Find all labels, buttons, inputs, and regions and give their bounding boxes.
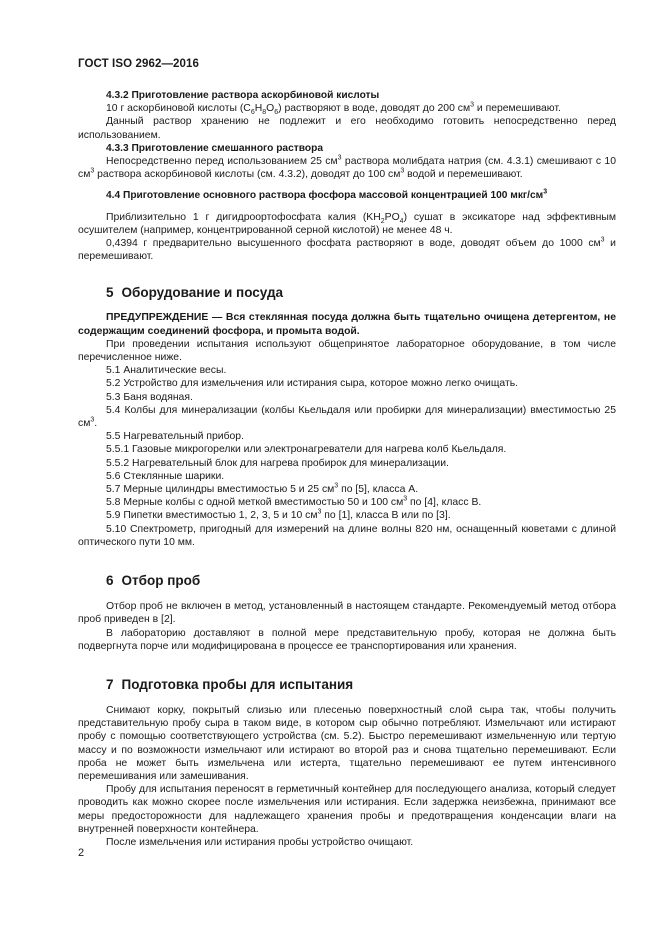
equipment-item-5-10: 5.10 Спектрометр, пригодный для измерений на длине волны 820 нм, оснащенный кюветами с длиной оптического пути 10 мм. — [78, 523, 616, 548]
equipment-item-5-4: 5.4 Колбы для минерализации (колбы Кьельдаля или пробирки для минерализации) вместимостью 25 $см^3$. — [78, 404, 616, 430]
equipment-item-5-3: 5.3 Баня водяная. — [106, 391, 193, 403]
equipment-item-5-9: 5.9 Пипетки вместимостью 1, 2, 3, 5 и 10 $см^3$ по [1], класса В или по [3]. — [106, 509, 451, 522]
section-5-heading: 5 Оборудование и посуда — [106, 285, 284, 301]
subsection-4-3-3-heading: 4.3.3 Приготовление смешанного раствора — [106, 142, 323, 154]
preparation-paragraph-2: Пробу для испытания переносят в герметичный контейнер для последующего анализа, который следует проводить как можно скорее после измельчения или истирания. Если задержка неизбежна, принимают все меры предосторожности для надлежащего хранения пробы и предотвращения конденсации влаги на внутренней поверхности контейнера. — [78, 784, 616, 835]
preparation-paragraph-3: После измельчения или истирания пробы устройство очищают. — [106, 836, 414, 848]
paragraph-4-4-b: 0,4394 г предварительно высушенного фосфата растворяют в воде, доводят объем до 1000 $см^3$ и перемешивают. — [78, 236, 616, 263]
paragraph-4-3-3: Непосредственно перед использованием 25 $см^3$ раствора молибдата натрия (см. 4.3.1) смешивают с 10 $см^3$ раствора аскорбиновой кислоты (см. 4.3.2), доводят до 100 $см^3$ водой и перемешивают. — [78, 154, 616, 181]
section-7-heading: 7 Подготовка пробы для испытания — [106, 676, 354, 692]
equipment-item-5-6: 5.6 Стеклянные шарики. — [106, 470, 225, 482]
paragraph-4-3-2-b: Данный раствор хранению не подлежит и его необходимо готовить непосредственно перед использованием. — [78, 116, 616, 141]
document-header: ГОСТ ISO 2962—2016 — [78, 58, 200, 70]
subsection-4-4-heading: 4.4 Приготовление основного раствора фосфора массовой концентрацией 100 мкг/$см^3$ — [106, 189, 548, 202]
preparation-paragraph-1: Снимают корку, покрытый слизью или плесенью поверхностный слой сыра так, чтобы получить представительную пробу сыра в таком виде, в котором сыр обычно потребляют. Измельчают или истирают пробу с помощью соответствующего устройства (см. 5.2). Быстро перемешивают измельченную или тертую массу и по возможности измельчают или истирают во второй раз и снова тщательно перемешивают. Если проба не может быть измельчена или истерта, тщательно перемешивают ее путем интенсивного перемешивания или замешивания. — [78, 704, 616, 782]
sampling-paragraph-2: В лабораторию доставляют в полной мере представительную пробу, которая не должна быть подвергнута порче или модифицирована в процессе ее транспортирования или хранения. — [78, 627, 616, 652]
equipment-item-5-2: 5.2 Устройство для измельчения или истирания сыра, которое можно легко очищать. — [106, 378, 519, 390]
equipment-item-5-5-1: 5.5.1 Газовые микрогорелки или электронагреватели для нагрева колб Кьельдаля. — [106, 444, 507, 456]
equipment-item-5-8: 5.8 Мерные колбы с одной меткой вместимостью 50 и 100 $см^3$ по [4], класс В. — [106, 495, 482, 509]
paragraph-4-3-2-a: 10 г аскорбиновой кислоты $(C_6H_8O_6)$ растворяют в воде, доводят до 200 $см^3$ и перемешивают. — [106, 101, 561, 117]
page-number: 2 — [78, 847, 85, 859]
paragraph-4-4-a: Приблизительно 1 г дигидроортофосфата калия $(KH_2PO_4)$ сушат в эксикаторе над эффективным осушителем (например, концентрированной серной кислотой) не менее 48 ч. — [78, 211, 617, 236]
equipment-item-5-7: 5.7 Мерные цилиндры вместимостью 5 и 25 $см^3$ по [5], класса А. — [106, 482, 419, 496]
subsection-4-3-2-heading: 4.3.2 Приготовление раствора аскорбиновой кислоты — [106, 90, 380, 101]
sampling-paragraph-1: Отбор проб не включен в метод, установленный в настоящем стандарте. Рекомендуемый метод отбора проб приведен в [2]. — [78, 601, 616, 626]
equipment-item-5-5-2: 5.5.2 Нагревательный блок для нагрева пробирок для минерализации. — [106, 457, 449, 469]
document-body — [78, 89, 616, 849]
equipment-item-5-5: 5.5 Нагревательный прибор. — [106, 431, 244, 443]
warning-text: ПРЕДУПРЕЖДЕНИЕ — Вся стеклянная посуда должна быть тщательно очищена детергентом, не содержащим соединений фосфора, и промыта водой. — [78, 312, 616, 337]
equipment-item-5-1: 5.1 Аналитические весы. — [106, 365, 227, 377]
equipment-intro: При проведении испытания используют общепринятое лабораторное оборудование, в том числе перечисленное ниже. — [78, 338, 616, 364]
section-6-heading: 6 Отбор проб — [106, 573, 201, 589]
